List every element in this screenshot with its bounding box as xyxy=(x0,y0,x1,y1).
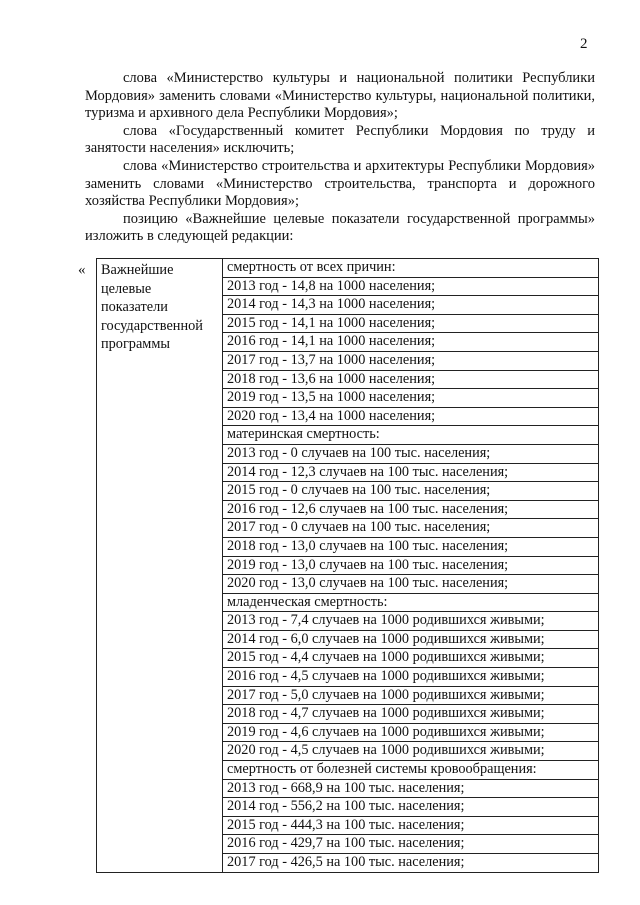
target-indicators-table xyxy=(96,258,599,873)
indicator-line: 2020 год - 13,4 на 1000 населения; xyxy=(223,408,598,427)
indicator-line: 2020 год - 13,0 случаев на 100 тыс. населения; xyxy=(223,575,598,594)
indicator-line: 2015 год - 444,3 на 100 тыс. населения; xyxy=(223,817,598,836)
indicator-line: материнская смертность: xyxy=(223,426,598,445)
indicator-line: 2016 год - 14,1 на 1000 населения; xyxy=(223,333,598,352)
indicator-line: смертность от всех причин: xyxy=(223,259,598,278)
paragraph-1: слова «Министерство культуры и национальной политики Республики Мордовия» заменить словами «Министерство культуры, национальной политики, туризма и архивного дела Республики Мордовия»; xyxy=(85,70,595,122)
indicator-line: 2018 год - 13,0 случаев на 100 тыс. населения; xyxy=(223,538,598,557)
indicator-line: 2013 год - 7,4 случаев на 1000 родившихся живыми; xyxy=(223,612,598,631)
indicator-line: 2019 год - 4,6 случаев на 1000 родившихся живыми; xyxy=(223,724,598,743)
indicator-line: 2019 год - 13,0 случаев на 100 тыс. населения; xyxy=(223,557,598,576)
indicator-line: 2018 год - 13,6 на 1000 населения; xyxy=(223,371,598,390)
indicator-line: 2015 год - 4,4 случаев на 1000 родившихся живыми; xyxy=(223,649,598,668)
opening-quote-mark: « xyxy=(78,262,86,278)
indicator-line: 2015 год - 0 случаев на 100 тыс. населения; xyxy=(223,482,598,501)
indicator-values-cell xyxy=(223,259,599,873)
paragraph-3: слова «Министерство строительства и архитектуры Республики Мордовия» заменить словами «Министерство строительства, транспорта и дорожного хозяйства Республики Мордовия»; xyxy=(85,157,595,210)
indicator-line: 2013 год - 668,9 на 100 тыс. населения; xyxy=(223,780,598,799)
indicator-line: 2014 год - 6,0 случаев на 1000 родившихся живыми; xyxy=(223,631,598,650)
indicator-line: 2017 год - 13,7 на 1000 населения; xyxy=(223,352,598,371)
indicator-line: 2017 год - 426,5 на 100 тыс. населения; xyxy=(227,854,465,870)
indicator-line: 2015 год - 14,1 на 1000 населения; xyxy=(223,315,598,334)
indicator-line: смертность от болезней системы кровообращения: xyxy=(223,761,598,780)
indicator-line: 2018 год - 4,7 случаев на 1000 родившихся живыми; xyxy=(223,705,598,724)
body-text xyxy=(85,70,595,246)
indicator-label-cell: Важнейшие целевые показатели государственной программы xyxy=(97,259,223,873)
indicator-line: 2014 год - 12,3 случаев на 100 тыс. населения; xyxy=(223,464,598,483)
indicator-line: 2014 год - 14,3 на 1000 населения; xyxy=(223,296,598,315)
paragraph-2: слова «Государственный комитет Республики Мордовия по труду и занятости населения» исключить; xyxy=(85,122,595,157)
indicator-line: 2020 год - 4,5 случаев на 1000 родившихся живыми; xyxy=(223,742,598,761)
indicator-line: младенческая смертность: xyxy=(223,594,598,613)
indicator-line: 2014 год - 556,2 на 100 тыс. населения; xyxy=(223,798,598,817)
indicator-line: 2016 год - 12,6 случаев на 100 тыс. населения; xyxy=(223,501,598,520)
indicator-line: 2017 год - 0 случаев на 100 тыс. населения; xyxy=(223,519,598,538)
indicator-line: 2016 год - 429,7 на 100 тыс. населения; xyxy=(223,835,598,854)
table-row xyxy=(97,259,599,873)
indicator-line: 2013 год - 0 случаев на 100 тыс. населения; xyxy=(223,445,598,464)
paragraph-4: позицию «Важнейшие целевые показатели государственной программы» изложить в следующей редакции: xyxy=(85,210,595,245)
indicator-lines xyxy=(223,259,598,872)
indicator-line: 2016 год - 4,5 случаев на 1000 родившихся живыми; xyxy=(223,668,598,687)
indicator-line: 2013 год - 14,8 на 1000 населения; xyxy=(223,278,598,297)
page-number: 2 xyxy=(580,36,588,52)
indicator-line: 2017 год - 5,0 случаев на 1000 родившихся живыми; xyxy=(223,687,598,706)
indicator-line: 2019 год - 13,5 на 1000 населения; xyxy=(223,389,598,408)
